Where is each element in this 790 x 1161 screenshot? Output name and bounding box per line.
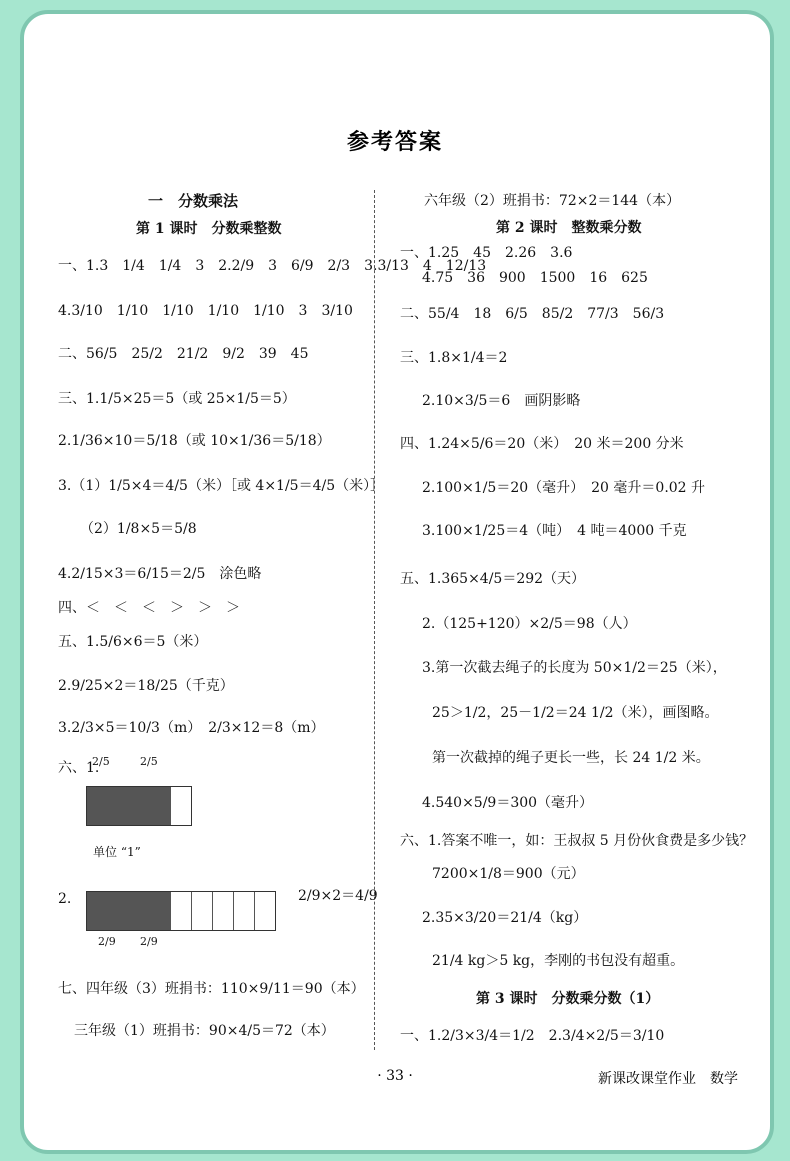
answer-row: 一、1.2/3×3/4＝1/2 2.3/4×2/5＝3/10	[400, 1028, 665, 1044]
answer-row: 4.2/15×3＝6/15＝2/5 涂色略	[58, 566, 262, 582]
answer-row: 三、1.8×1/4＝2	[400, 350, 508, 366]
answer-row: 3.100×1/25＝4（吨） 4 吨＝4000 千克	[422, 523, 687, 539]
answer-row: 一、1.25 45 2.26 3.6	[400, 245, 573, 261]
lesson-1-title: 第 1 课时 分数乘整数	[136, 221, 282, 237]
answer-row: 2.9/25×2＝18/25（千克）	[58, 678, 234, 694]
answer-row: 3.（1）1/5×4＝4/5（米）［或 4×1/5＝4/5（米）］	[58, 478, 385, 494]
answer-row: 2.10×3/5＝6 画阴影略	[422, 393, 581, 409]
fig1-unit-label: 单位 “1”	[93, 845, 141, 859]
answer-row: 二、56/5 25/2 21/2 9/2 39 45	[58, 346, 309, 362]
answer-row: 四、＜ ＜ ＜ ＞ ＞ ＞	[58, 600, 240, 616]
fig1-label: 2/5	[140, 755, 158, 768]
answer-row: 4.3/10 1/10 1/10 1/10 1/10 3 3/10	[58, 303, 353, 319]
answer-row: 四、1.24×5/6＝20（米） 20 米＝200 分米	[400, 436, 684, 452]
answer-row: 三、1.1/5×25＝5（或 25×1/5＝5）	[58, 391, 296, 407]
answer-row: 二、55/4 18 6/5 85/2 77/3 56/3	[400, 306, 665, 322]
answer-row: （2）1/8×5＝5/8	[80, 521, 197, 537]
page-number: · 33 ·	[377, 1068, 413, 1084]
fig2-label: 2/9	[140, 935, 158, 948]
answer-row: 五、1.5/6×6＝5（米）	[58, 634, 208, 650]
book-name: 新课改课堂作业 数学	[598, 1071, 738, 1087]
answer-row: 一、1.3 1/4 1/4 3 2.2/9 3 6/9 2/3 3.3/13 4 12/13	[58, 258, 487, 274]
answer-row: 六、1.答案不唯一，如：王叔叔 5 月份伙食费是多少钱？	[400, 833, 754, 849]
fig1-label: 2/5	[92, 755, 110, 768]
answer-row: 2.（125+120）×2/5＝98（人）	[422, 616, 637, 632]
answer-row: 25＞1/2，25－1/2＝24 1/2（米），画图略。	[432, 705, 719, 721]
answer-row: 第一次截掉的绳子更长一些，长 24 1/2 米。	[432, 750, 710, 766]
fig1-bar	[86, 786, 192, 826]
answer-row: 2.100×1/5＝20（毫升） 20 毫升＝0.02 升	[422, 480, 706, 496]
answer-row: 4.75 36 900 1500 16 625	[422, 270, 648, 286]
answer-row: 4.540×5/9＝300（毫升）	[422, 795, 594, 811]
lesson-3-title: 第 3 课时 分数乘分数（1）	[476, 991, 660, 1007]
answer-row: 3.第一次截去绳子的长度为 50×1/2＝25（米），	[422, 660, 727, 676]
answer-row: 三年级（1）班捐书：90×4/5＝72（本）	[74, 1023, 335, 1039]
unit-title: 一 分数乘法	[148, 192, 239, 210]
fig2-bar	[86, 891, 276, 931]
fig2-equation: 2/9×2＝4/9	[298, 888, 378, 904]
answer-row: 3.2/3×5＝10/3（m） 2/3×12＝8（m）	[58, 720, 325, 736]
column-divider	[374, 190, 375, 1050]
page-title: 参考答案	[346, 129, 443, 155]
answer-row: 2.	[58, 891, 72, 907]
answer-row: 六、1.	[58, 760, 100, 776]
answer-row: 7200×1/8＝900（元）	[432, 866, 585, 882]
answer-row: 六年级（2）班捐书：72×2＝144（本）	[424, 193, 681, 209]
answer-row: 五、1.365×4/5＝292（天）	[400, 571, 586, 587]
answer-row: 七、四年级（3）班捐书：110×9/11＝90（本）	[58, 981, 365, 997]
answer-row: 2.35×3/20＝21/4（kg）	[422, 910, 588, 926]
answer-row: 21/4 kg＞5 kg，李刚的书包没有超重。	[432, 953, 685, 969]
fig2-label: 2/9	[98, 935, 116, 948]
lesson-2-title: 第 2 课时 整数乘分数	[496, 220, 642, 236]
answer-row: 2.1/36×10＝5/18（或 10×1/36＝5/18）	[58, 433, 331, 449]
